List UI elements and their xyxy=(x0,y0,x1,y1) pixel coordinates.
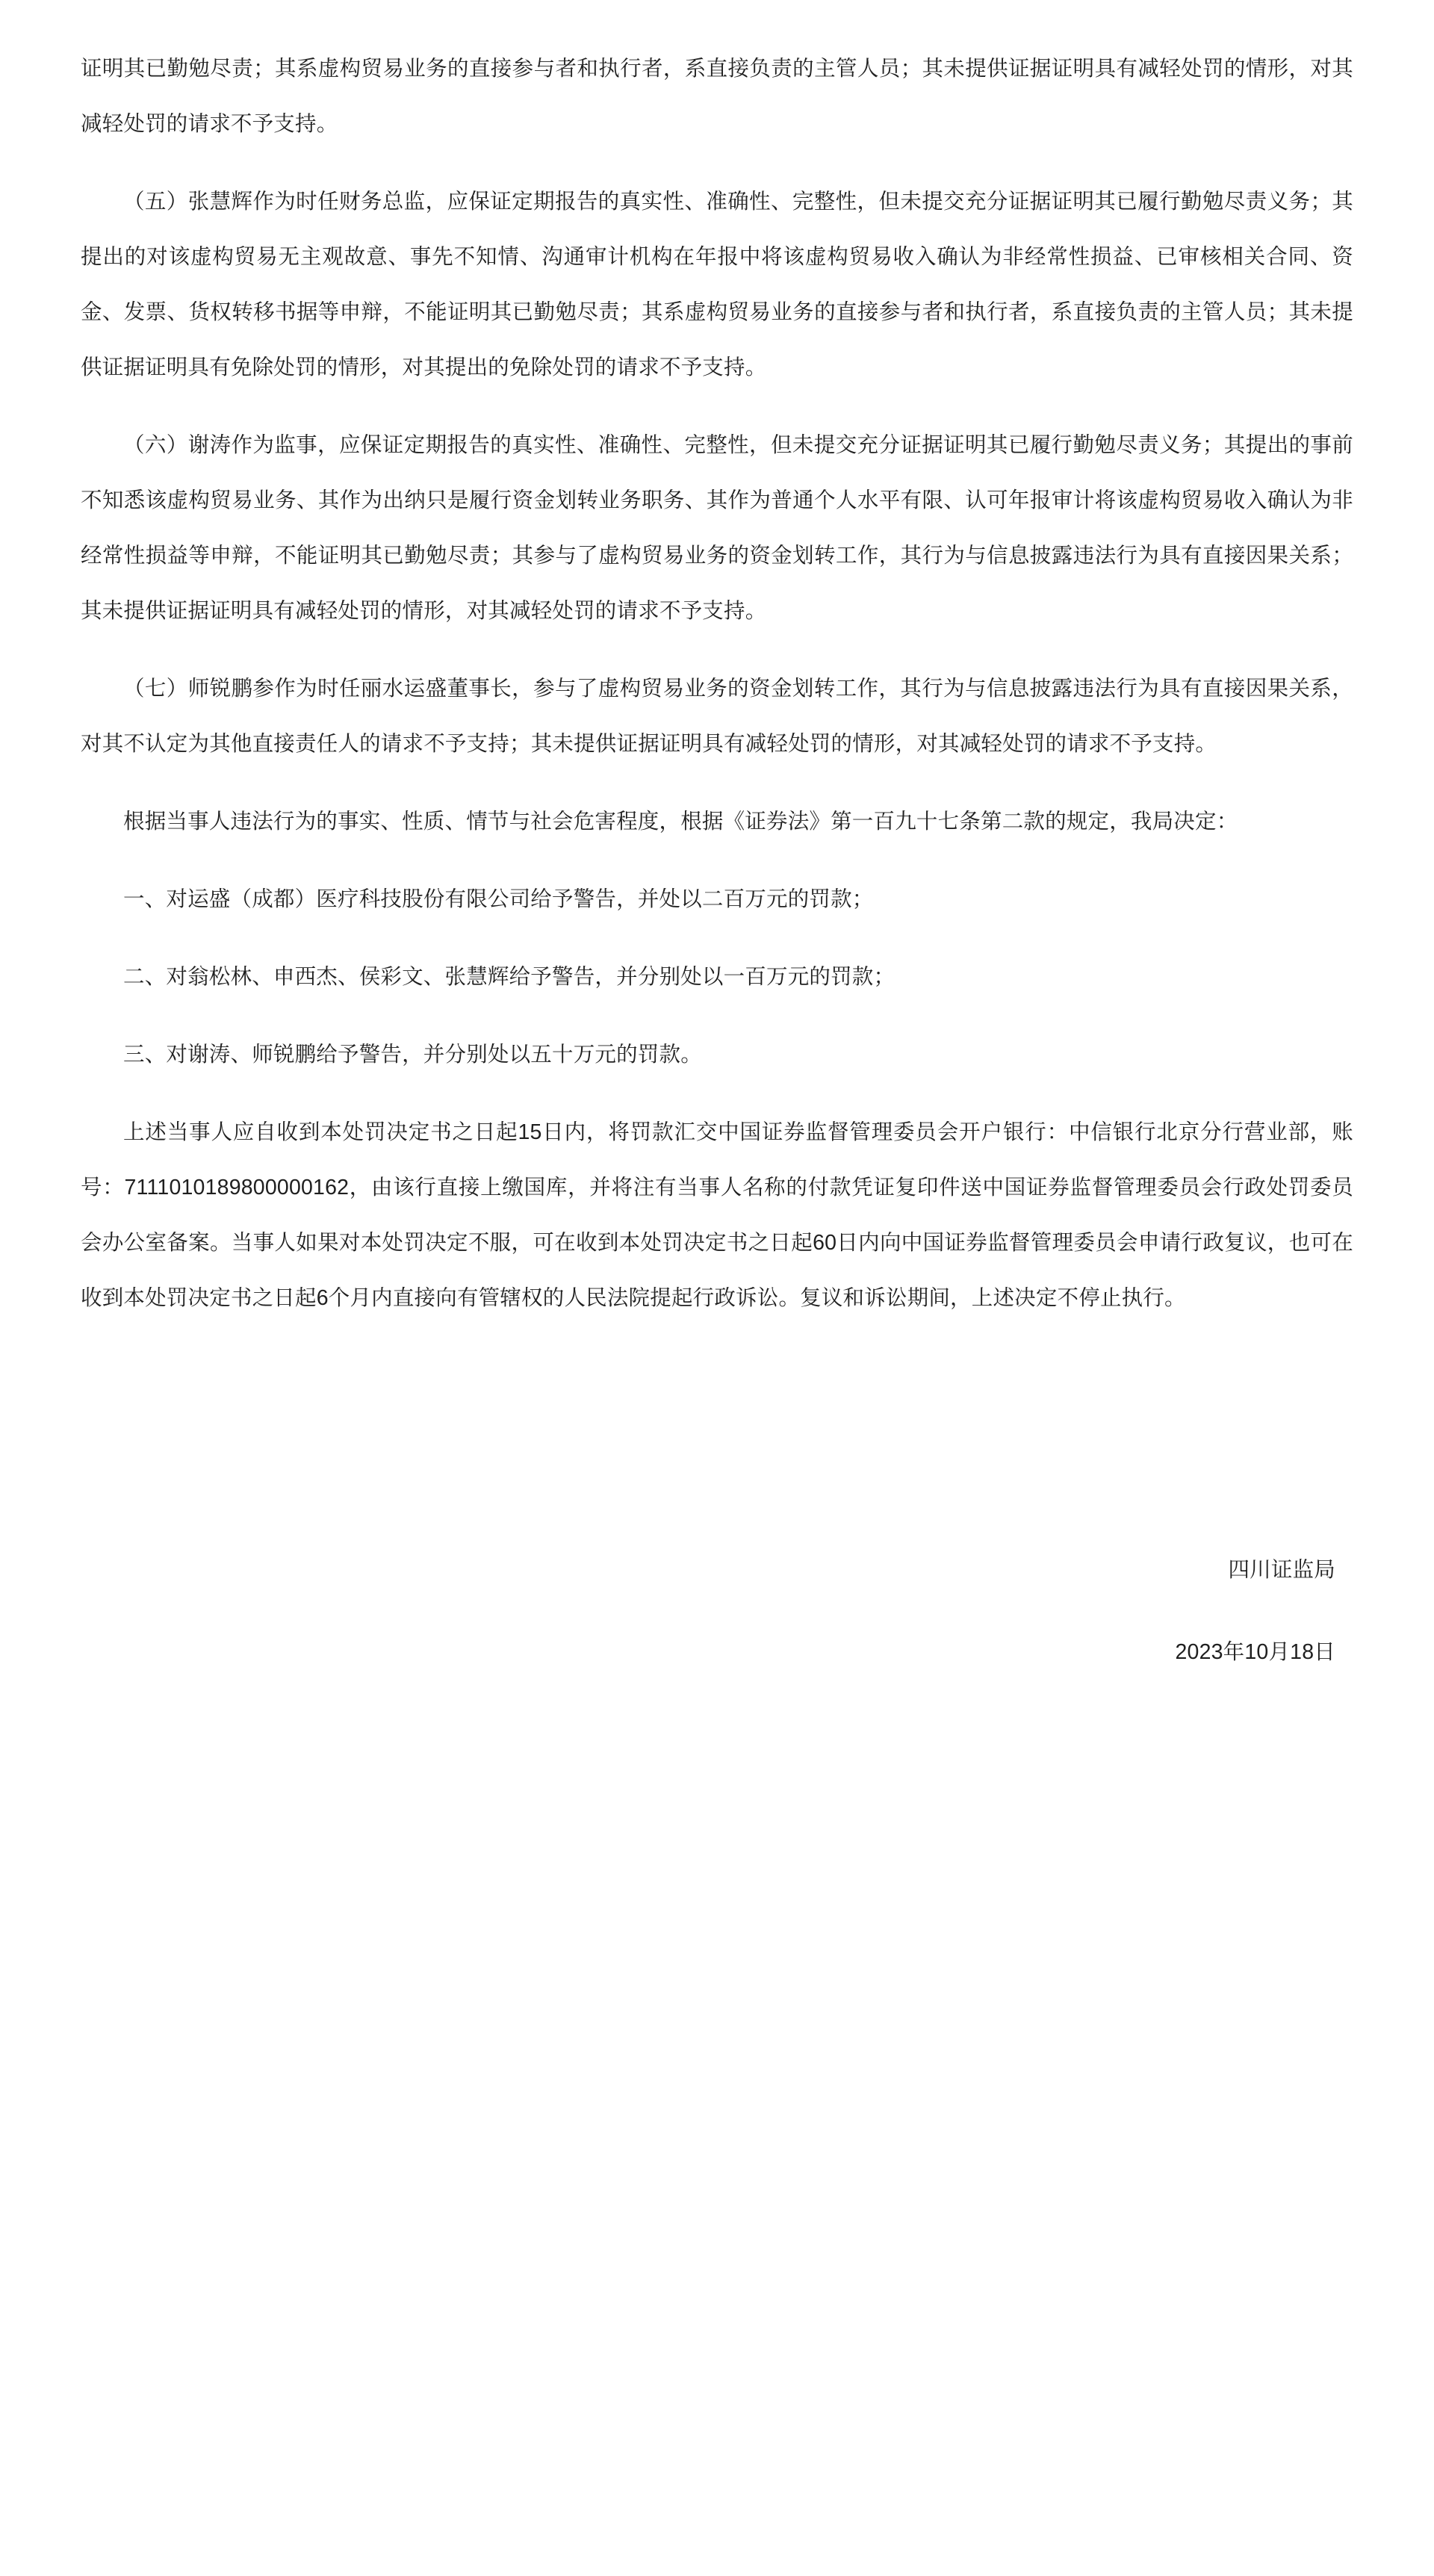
paragraph-payment-and-appeal: 上述当事人应自收到本处罚决定书之日起15日内，将罚款汇交中国证券监督管理委员会开户银行：中信银行北京分行营业部，账号：7111010189800000162，由该行直接上缴国库，并将注有当事人名称的付款凭证复印件送中国证券监督管理委员会行政处罚委员会办公室备案。当事人如果对本处罚决定不服，可在收到本处罚决定书之日起60日内向中国证券监督管理委员会申请行政复议，也可在收到本处罚决定书之日起6个月内直接向有管辖权的人民法院提起行政诉讼。复议和诉讼期间，上述决定不停止执行。 xyxy=(81,1120,1353,1310)
signature-block xyxy=(81,1542,1353,1680)
paragraph-continued-top: 证明其已勤勉尽责；其系虚构贸易业务的直接参与者和执行者，系直接负责的主管人员；其未提供证据证明具有减轻处罚的情形，对其减轻处罚的请求不予支持。 xyxy=(81,57,1353,136)
paragraph-item-six: （六）谢涛作为监事，应保证定期报告的真实性、准确性、完整性，但未提交充分证据证明其已履行勤勉尽责义务；其提出的事前不知悉该虚构贸易业务、其作为出纳只是履行资金划转业务职务、其作为普通个人水平有限、认可年报审计将该虚构贸易收入确认为非经常性损益等申辩，不能证明其已勤勉尽责；其参与了虚构贸易业务的资金划转工作，其行为与信息披露违法行为具有直接因果关系；其未提供证据证明具有减轻处罚的情形，对其减轻处罚的请求不予支持。 xyxy=(81,433,1353,623)
paragraph-legal-basis: 根据当事人违法行为的事实、性质、情节与社会危害程度，根据《证券法》第一百九十七条第二款的规定，我局决定： xyxy=(123,810,1238,834)
paragraph-decision-one: 一、对运盛（成都）医疗科技股份有限公司给予警告，并处以二百万元的罚款； xyxy=(123,887,874,911)
paragraph-decision-two: 二、对翁松林、申西杰、侯彩文、张慧辉给予警告，并分别处以一百万元的罚款； xyxy=(123,965,896,989)
signature-issuer: 四川证监局 xyxy=(1228,1558,1335,1582)
page-trailing-whitespace xyxy=(81,1680,1353,2576)
document-body xyxy=(81,41,1353,1326)
paragraph-decision-three: 三、对谢涛、师锐鹏给予警告，并分别处以五十万元的罚款。 xyxy=(123,1043,702,1067)
signature-gap xyxy=(81,1598,1335,1624)
body-signature-spacer xyxy=(81,1326,1353,1542)
paragraph-item-five: （五）张慧辉作为时任财务总监，应保证定期报告的真实性、准确性、完整性，但未提交充分证据证明其已履行勤勉尽责义务；其提出的对该虚构贸易无主观故意、事先不知情、沟通审计机构在年报中将该虚构贸易收入确认为非经常性损益、已审核相关合同、资金、发票、货权转移书据等申辩，不能证明其已勤勉尽责；其系虚构贸易业务的直接参与者和执行者，系直接负责的主管人员；其未提供证据证明具有免除处罚的情形，对其提出的免除处罚的请求不予支持。 xyxy=(81,190,1353,379)
signature-date: 2023年10月18日 xyxy=(1175,1640,1335,1664)
paragraph-item-seven: （七）师锐鹏参作为时任丽水运盛董事长，参与了虚构贸易业务的资金划转工作，其行为与信息披露违法行为具有直接因果关系，对其不认定为其他直接责任人的请求不予支持；其未提供证据证明具有减轻处罚的情形，对其减轻处罚的请求不予支持。 xyxy=(81,677,1353,756)
